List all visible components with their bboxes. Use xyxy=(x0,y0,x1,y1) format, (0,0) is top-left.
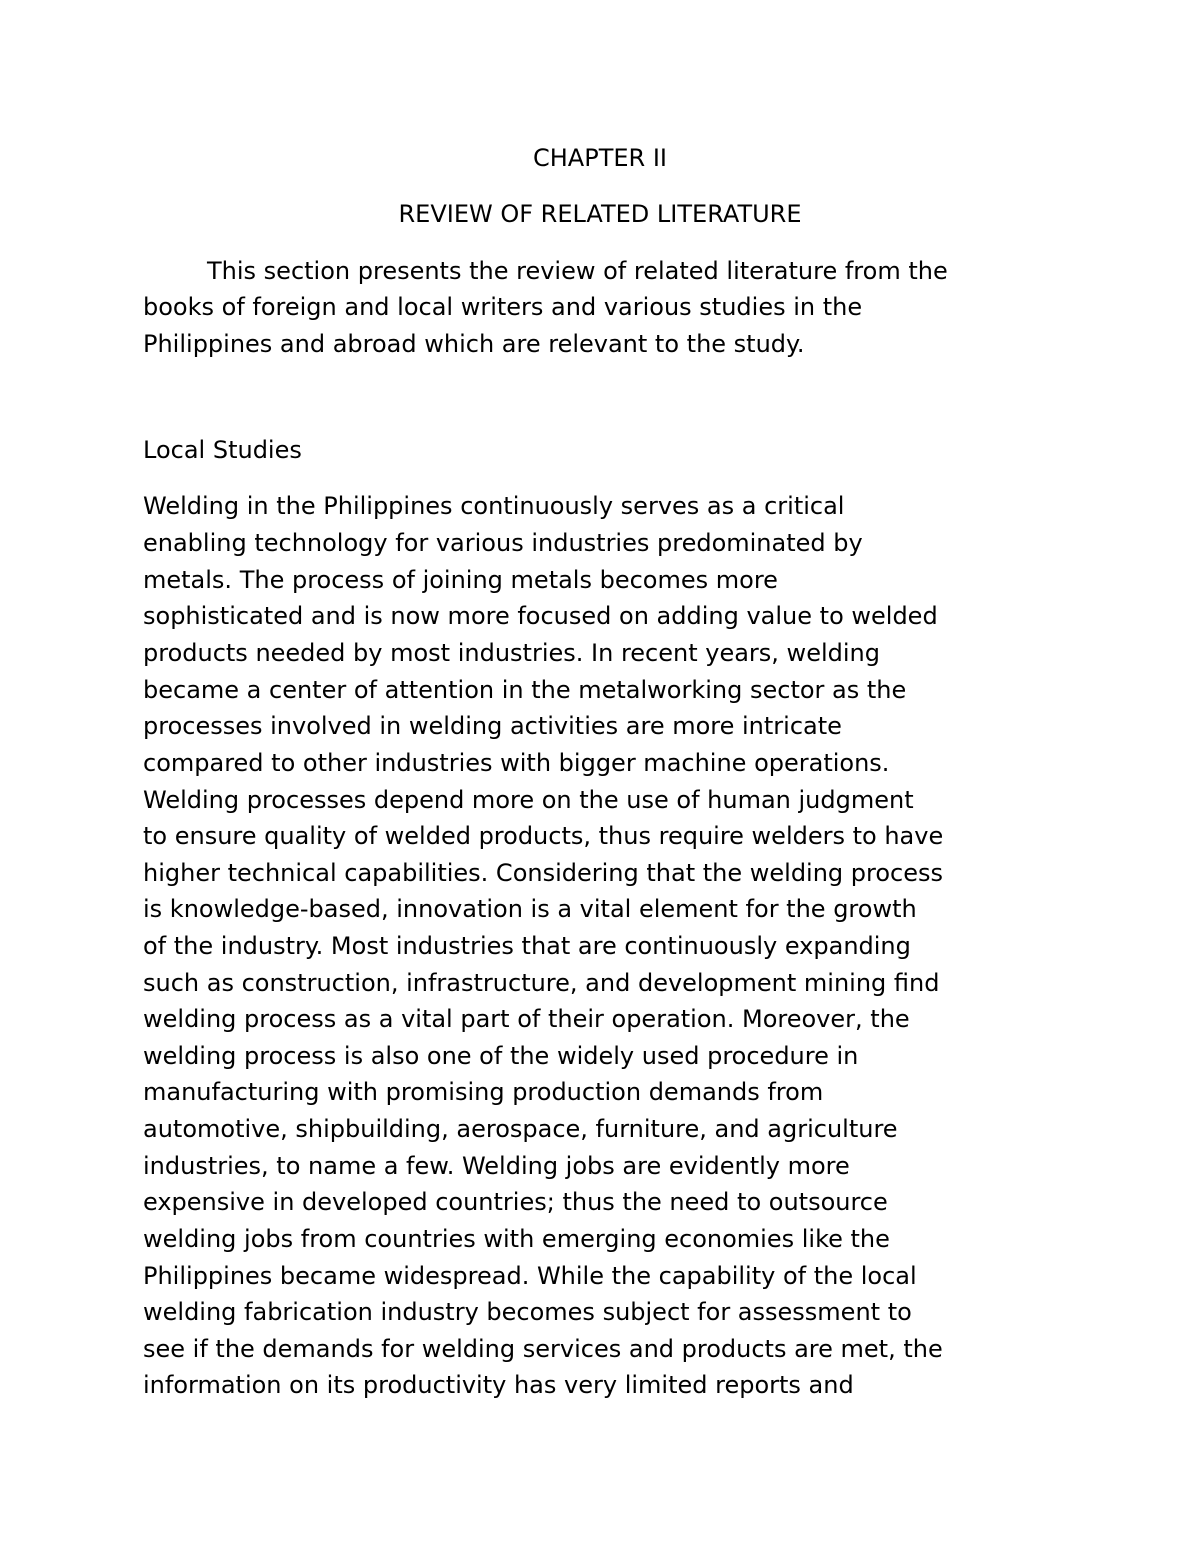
body-line: enabling technology for various industries predominated by xyxy=(143,529,863,557)
body-line: welding fabrication industry becomes subject for assessment to xyxy=(143,1298,912,1326)
body-line: sophisticated and is now more focused on adding value to welded xyxy=(143,602,938,630)
body-line: higher technical capabilities. Considering that the welding process xyxy=(143,859,944,887)
body-line: compared to other industries with bigger machine operations. xyxy=(143,749,890,777)
body-line: products needed by most industries. In recent years, welding xyxy=(143,639,880,667)
body-line: processes involved in welding activities are more intricate xyxy=(143,712,842,740)
body-line: became a center of attention in the metalworking sector as the xyxy=(143,676,907,704)
section-heading: Local Studies xyxy=(143,436,302,464)
body-line: automotive, shipbuilding, aerospace, furniture, and agriculture xyxy=(143,1115,898,1143)
body-line: to ensure quality of welded products, thus require welders to have xyxy=(143,822,944,850)
body-line: such as construction, infrastructure, and development mining find xyxy=(143,969,940,997)
body-line: Welding processes depend more on the use of human judgment xyxy=(143,786,914,814)
body-line: see if the demands for welding services and products are met, the xyxy=(143,1335,943,1363)
intro-line: Philippines and abroad which are relevant to the study. xyxy=(143,330,805,358)
body-line: welding jobs from countries with emerging economies like the xyxy=(143,1225,890,1253)
page-title: REVIEW OF RELATED LITERATURE xyxy=(398,200,802,228)
chapter-heading: CHAPTER II xyxy=(533,144,667,172)
intro-line: This section presents the review of related literature from the xyxy=(207,257,948,285)
body-line: industries, to name a few. Welding jobs are evidently more xyxy=(143,1152,850,1180)
body-line: is knowledge-based, innovation is a vital element for the growth xyxy=(143,895,917,923)
body-line: Welding in the Philippines continuously serves as a critical xyxy=(143,492,845,520)
body-line: Philippines became widespread. While the capability of the local xyxy=(143,1262,917,1290)
body-line: expensive in developed countries; thus the need to outsource xyxy=(143,1188,888,1216)
body-line: of the industry. Most industries that are continuously expanding xyxy=(143,932,911,960)
body-line: metals. The process of joining metals becomes more xyxy=(143,566,778,594)
intro-line: books of foreign and local writers and various studies in the xyxy=(143,293,863,321)
body-line: welding process as a vital part of their operation. Moreover, the xyxy=(143,1005,910,1033)
body-line: welding process is also one of the widely used procedure in xyxy=(143,1042,859,1070)
body-line: manufacturing with promising production demands from xyxy=(143,1078,824,1106)
body-line: information on its productivity has very limited reports and xyxy=(143,1371,854,1399)
